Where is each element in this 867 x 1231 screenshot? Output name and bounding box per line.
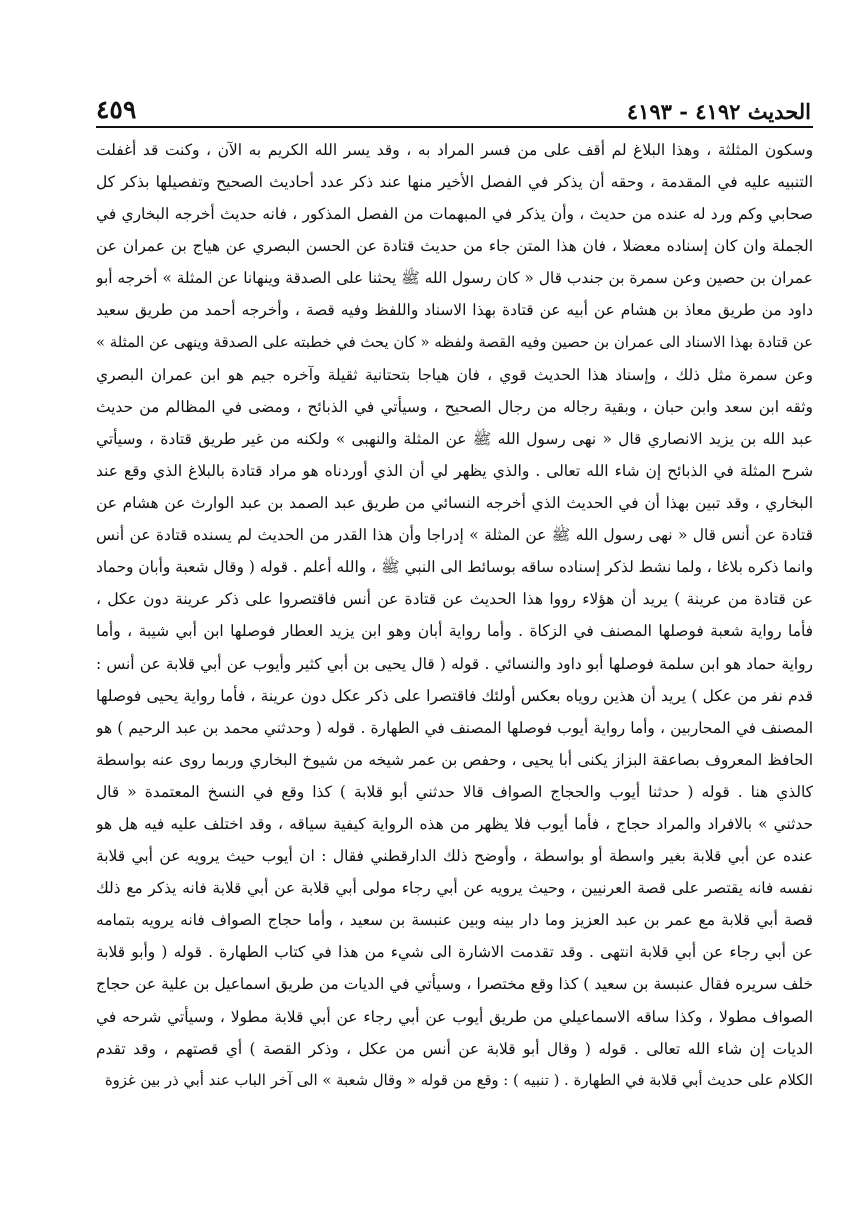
text-line: المصنف في المحاربين ، وأما رواية أيوب فوصلها المصنف في الطهارة . قوله ( وحدثني محمد بن عبد الرحيم ) هو bbox=[96, 718, 813, 737]
text-line: وعن سمرة مثل ذلك ، وإسناد هذا الحديث قوي ، فان هياجا بتحتانية ثقيلة وآخره جيم هو ابن عمران البصري bbox=[96, 365, 813, 384]
text-line: وانما ذكره بلاغا ، ولما نشط لذكر إسناده ساقه بوسائط الى النبي ﷺ ، والله أعلم . قوله ( وقال شعبة وأبان وحماد bbox=[96, 558, 813, 577]
text-line: الحافظ المعروف بصاعقة البزاز يكنى أبا يحيى ، وحفص بن عمر شيخه من شيوخ البخاري وربما روى عنه بواسطة bbox=[96, 750, 813, 769]
text-line: حدثني » بالافراد والمراد حجاج ، فأما أيوب فلا يظهر من هذه الرواية كيفية سياقه ، وقد اختلف عليه فيه هل هو bbox=[96, 814, 813, 833]
text-line: عبد الله بن يزيد الانصاري قال « نهى رسول الله ﷺ عن المثلة والنهبى » ولكنه من غير طريق قتادة ، وسيأتي bbox=[96, 429, 813, 448]
text-line: الكلام على حديث أبي قلابة في الطهارة . ( تنبيه ) : وقع من قوله « وقال شعبة » الى آخر الباب عند أبي ذر بين غزوة bbox=[104, 1071, 813, 1089]
text-line: خلف سريره فقال عنبسة بن سعيد ) كذا وقع مختصرا ، وسيأتي في الديات من طريق اسماعيل بن علية عن حجاج bbox=[96, 975, 813, 994]
text-line: عن أبي رجاء عن أبي قلابة انتهى . وقد تقدمت الاشارة الى شيء من هذا في كتاب الطهارة . قوله ( وأبو قلابة bbox=[96, 943, 813, 962]
text-line: صحابي وكم ورد له عنده من حديث ، وأن يذكر في المبهمات من الفصل المذكور ، فانه حديث أخرجه البخاري في bbox=[96, 205, 813, 224]
text-line: عن قتادة من عرينة ) يريد أن هؤلاء رووا هذا الحديث عن قتادة عن أنس فاقتصروا على ذكر عرينة دون عكل ، bbox=[96, 590, 813, 609]
text-line: رواية حماد هو ابن سلمة فوصلها أبو داود والنسائي . قوله ( قال يحيى بن أبي كثير وأيوب عن أبي قلابة عن أنس : bbox=[96, 654, 813, 673]
text-line: عنده عن أبي قلابة بغير واسطة أو بواسطة ، وأوضح ذلك الدارقطني فقال : ان أيوب حيث يرويه عن أبي قلابة bbox=[96, 847, 813, 866]
text-line: كالذي هنا . قوله ( حدثنا أيوب والحجاج الصواف قالا حدثني أبو قلابة ) كذا وقع في النسخ المعتمدة « قال bbox=[96, 782, 813, 801]
text-line: الديات إن شاء الله تعالى . قوله ( وقال أبو قلابة عن أنس من عكل ، وذكر القصة ) أي قصتهم ، وقد تقدم bbox=[96, 1039, 813, 1058]
text-line: نفسه فانه يقتصر على قصة العرنيين ، وحيث يرويه عن أبي رجاء مولى أبي قلابة عن أبي قلابة فانه يذكر مع ذلك bbox=[96, 879, 813, 898]
text-line: التنبيه عليه في المقدمة ، وحقه أن يذكر في الفصل الأخير منها عند ذكر عدد أحاديث الصحيح وتفصيلها بذكر كل bbox=[96, 173, 813, 192]
commentary-text bbox=[96, 134, 813, 1097]
page-header bbox=[96, 88, 811, 122]
page-number: ٤٥٩ bbox=[96, 95, 137, 124]
text-line: الصواف مطولا ، وكذا ساقه الاسماعيلي من طريق أيوب عن أبي رجاء عن أبي قلابة مطولا ، وسيأتي شرحه في bbox=[96, 1007, 813, 1026]
text-line: شرح المثلة في الذبائح إن شاء الله تعالى . والذي يظهر لي أن الذي أوردناه هو مراد قتادة بالبلاغ الذي وقع عند bbox=[96, 461, 813, 480]
text-line: الجملة وان كان إسناده معضلا ، فان هذا المتن جاء من حديث قتادة عن الحسن البصري عن هياج بن عمران عن bbox=[96, 237, 813, 256]
text-line: قدم نفر من عكل ) يريد أن هذين روياه بعكس أولئك فاقتصرا على ذكر عكل دون عرينة ، فأما رواية يحيى فوصلها bbox=[96, 686, 813, 705]
text-line: قصة أبي قلابة مع عمر بن عبد العزيز وما دار بينه وبين عنبسة بن سعيد ، وأما حجاج الصواف فانه يرويه بتمامه bbox=[96, 911, 813, 930]
header-rule bbox=[96, 126, 813, 128]
text-line: وثقه ابن سعد وابن حبان ، وبقية رجاله من رجال الصحيح ، وسيأتي في الذبائح ، ومضى في المظالم من حديث bbox=[96, 397, 813, 416]
text-line: فأما رواية شعبة فوصلها المصنف في الزكاة . وأما رواية أبان وهو ابن يزيد العطار فوصلها ابن أبي شيبة ، وأما bbox=[96, 622, 813, 641]
text-line: عمران بن حصين وعن سمرة بن جندب قال « كان رسول الله ﷺ يحثنا على الصدقة وينهانا عن المثلة » أخرجه أبو bbox=[96, 269, 813, 288]
text-line: البخاري ، وقد تبين بهذا أن في الحديث الذي أخرجه النسائي من طريق عبد الصمد بن عبد الوارث عن هشام عن bbox=[96, 494, 813, 513]
text-line: وسكون المثلثة ، وهذا البلاغ لم أقف على من فسر المراد به ، وقد يسر الله الكريم به الآن ، وكنت قد أغفلت bbox=[96, 141, 813, 159]
running-title: الحديث ٤١٩٢ - ٤١٩٣ bbox=[626, 99, 811, 124]
text-line: قتادة عن أنس قال « نهى رسول الله ﷺ عن المثلة » إدراجا وأن هذا القدر من الحديث لم يسنده قتادة عن أنس bbox=[96, 526, 813, 545]
text-line: داود من طريق معاذ بن هشام عن أبيه عن قتادة بهذا الاسناد واللفظ وفيه قصة ، وأخرجه أحمد من طريق سعيد bbox=[96, 301, 813, 320]
text-line: عن قتادة بهذا الاسناد الى عمران بن حصين وفيه القصة ولفظه « كان يحث في خطبته على الصدقة وينهى عن المثلة » bbox=[96, 333, 813, 351]
